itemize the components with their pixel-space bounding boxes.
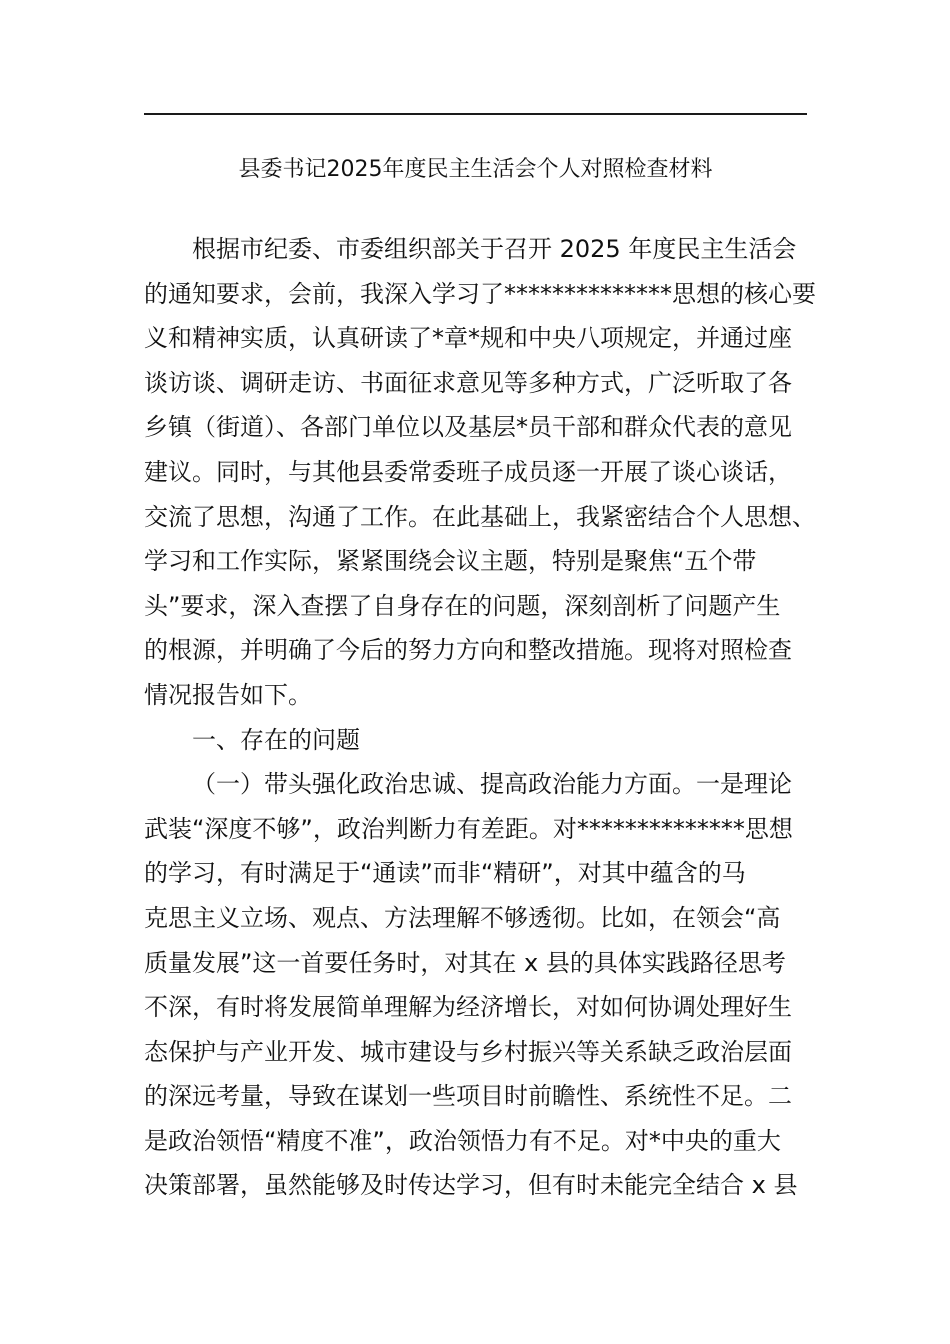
paragraph-line: 交流了思想，沟通了工作。在此基础上，我紧密结合个人思想、 <box>144 502 816 531</box>
paragraph-line: 情况报告如下。 <box>144 680 312 709</box>
paragraph-line: 武装“深度不够”，政治判断力有差距。对**************思想 <box>144 814 793 843</box>
header-rule <box>144 113 807 115</box>
subsection-line: （一）带头强化政治忠诚、提高政治能力方面。一是理论 <box>192 770 792 799</box>
paragraph-line: 是政治领悟“精度不准”，政治领悟力有不足。对*中央的重大 <box>144 1126 781 1155</box>
paragraph-line: 的根源，并明确了今后的努力方向和整改措施。现将对照检查 <box>144 636 792 665</box>
paragraph-line: 建议。同时，与其他县委常委班子成员逐一开展了谈心谈话， <box>144 457 792 486</box>
paragraph-line: 态保护与产业开发、城市建设与乡村振兴等关系缺乏政治层面 <box>144 1037 792 1066</box>
section-heading: 一、存在的问题 <box>192 725 360 754</box>
paragraph-line: 的学习，有时满足于“通读”而非“精研”，对其中蕴含的马 <box>144 859 746 888</box>
paragraph-line: 学习和工作实际，紧紧围绕会议主题，特别是聚焦“五个带 <box>144 547 757 576</box>
paragraph-line: 不深，有时将发展简单理解为经济增长，对如何协调处理好生 <box>144 993 792 1022</box>
paragraph-line: 头”要求，深入查摆了自身存在的问题，深刻剖析了问题产生 <box>144 591 781 620</box>
document-title: 县委书记2025年度民主生活会个人对照检查材料 <box>238 157 713 182</box>
paragraph-line: 克思主义立场、观点、方法理解不够透彻。比如，在领会“高 <box>144 903 781 932</box>
paragraph-line: 乡镇（街道）、各部门单位以及基层*员干部和群众代表的意见 <box>144 413 792 442</box>
document-body <box>144 227 814 1208</box>
paragraph-line: 的通知要求，会前，我深入学习了**************思想的核心要 <box>144 279 816 308</box>
paragraph-line: 的深远考量，导致在谋划一些项目时前瞻性、系统性不足。二 <box>144 1082 792 1111</box>
paragraph-line: 义和精神实质，认真研读了*章*规和中央八项规定，并通过座 <box>144 324 792 353</box>
paragraph-line: 决策部署，虽然能够及时传达学习，但有时未能完全结合 x 县 <box>144 1171 798 1200</box>
paragraph-line: 质量发展”这一首要任务时，对其在 x 县的具体实践路径思考 <box>144 948 786 977</box>
paragraph-line: 谈访谈、调研走访、书面征求意见等多种方式，广泛听取了各 <box>144 368 792 397</box>
paragraph-line: 根据市纪委、市委组织部关于召开 2025 年度民主生活会 <box>192 235 797 263</box>
